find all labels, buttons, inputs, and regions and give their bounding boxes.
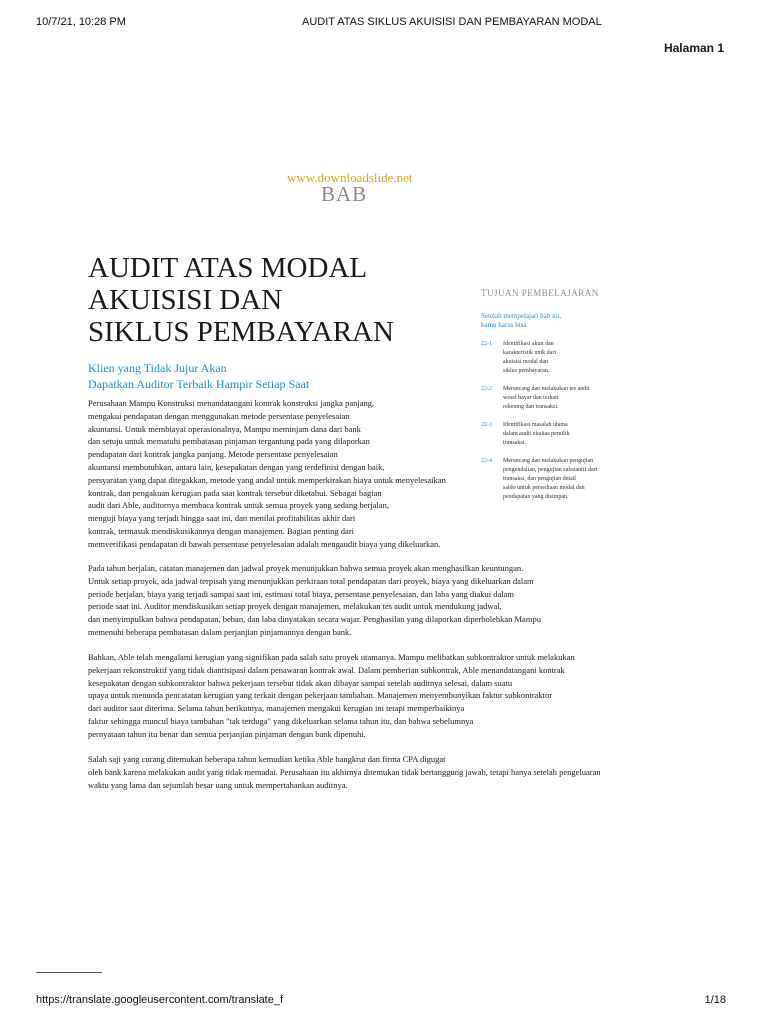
body-paragraph — [88, 562, 728, 639]
page-label: Halaman 1 — [663, 41, 724, 55]
paragraph-line: pekerjaan rekonstruktif yang tidak diantisipasi dalam penawaran kontrak awal. Dalam pemberian subkontrak, Able menandatangani kontrak — [88, 664, 565, 675]
objective-line: rekening dan transaksi. — [503, 404, 559, 410]
chapter-title-line: AUDIT ATAS MODAL — [88, 252, 368, 284]
paragraph-line: periode berjalan, biaya yang terjadi sampai saat ini, estimasi total biaya, persentase penyelesaian, dan laba yang diakui dalam — [88, 588, 515, 599]
objective-line: Merancang dan melakukan tes audit — [503, 386, 590, 392]
paragraph-line: pendapatan dari kontrak jangka panjang. Metode persentase penyelesaian — [88, 449, 338, 460]
paragraph-line: audit dari Able, auditornya membaca kontrak untuk semua proyek yang sedang berjalan, — [88, 500, 389, 511]
chapter-title-line: SIKLUS PEMBAYARAN — [88, 316, 394, 348]
paragraph-line: upaya untuk menunda pencatatan kerugian yang terkait dengan pekerjaan tambahan. Manajemen menyembunyikan faktur subkontraktor — [88, 690, 553, 701]
chapter-title — [88, 252, 448, 348]
objective-line: pengendalian, pengujian substantif dari — [503, 467, 598, 473]
body-paragraph — [88, 753, 728, 791]
paragraph-line: mengakui pendapatan dengan menggunakan metode persentase penyelesaian — [88, 410, 350, 421]
objective-line: akuisisi modal dan — [503, 359, 548, 365]
chapter-bab-label: BAB — [321, 182, 368, 206]
print-datetime: 10/7/21, 10:28 PM — [36, 16, 126, 28]
objective-number: 22-2 — [481, 386, 492, 392]
paragraph-line: menguji biaya yang terjadi hingga saat ini, dan menilai profitabilitas akhir dari — [88, 513, 356, 524]
chapter-title-line: AKUISISI DAN — [88, 284, 283, 316]
objective-line: siklus pembayaran. — [503, 368, 550, 374]
paragraph-line: akuntansi membutuhkan, antara lain, kesepakatan dengan yang terdefinisi dengan baik, — [88, 461, 385, 472]
objective-line: Identifikasi akun dan — [503, 341, 554, 347]
subtitle-line: Dapatkan Auditor Terbaik Hampir Setiap Saat — [88, 377, 310, 391]
learning-objectives-heading: TUJUAN PEMBELAJARAN — [481, 288, 599, 298]
objective-line: saldo untuk persediaan modal dan — [503, 485, 585, 491]
paragraph-line: Salah saji yang curang ditemukan beberapa tahun kemudian ketika Able bangkrut dan firma CPA digugat — [88, 754, 446, 764]
paragraph-line: kesepakatan dengan subkontraktor bahwa pekerjaan tersebut tidak akan dibayar sampai setelah auditnya selesai, dalam suatu — [88, 677, 513, 688]
learning-objectives-intro — [481, 312, 641, 330]
intro-line: Setelah mempelajari bab ini, — [481, 312, 562, 320]
paragraph-line: Bahkan, Able telah mengalami kerugian yang signifikan pada salah satu proyek utamanya. Mampu melibatkan subkontraktor untuk melakukan — [88, 652, 575, 662]
print-document-title: AUDIT ATAS SIKLUS AKUISISI DAN PEMBAYARAN MODAL — [302, 16, 602, 28]
objective-line: Merancang dan melakukan pengujian — [503, 458, 594, 464]
footer-url-link[interactable]: https://translate.googleusercontent.com/translate_f — [36, 994, 284, 1006]
paragraph-line: memverifikasi pendapatan di bawah persentase penyelesaian adalah mengaudit biaya yang dikeluarkan. — [88, 538, 441, 549]
paragraph-line: dari auditor saat diterima. Selama tahun berikutnya, manajemen mengakui kerugian ini tetapi memperbaikinya — [88, 703, 465, 714]
paragraph-line: akuntansi. Untuk membiayai operasionalnya, Mampu meminjam dana dari bank — [88, 423, 361, 434]
paragraph-line: persyaratan yang dapat ditegakkan, metode yang andal untuk memperkirakan biaya untuk menyelesaikan — [88, 474, 446, 485]
objective-line: pendapatan yang disimpan. — [503, 494, 569, 500]
objective-number: 22-1 — [481, 341, 492, 347]
paragraph-line: kontrak, termasuk mendiskusikannya dengan manajemen. Bagian penting dari — [88, 525, 355, 536]
objective-line: karakteristik unik dari — [503, 350, 556, 356]
objective-number: 22-3 — [481, 422, 492, 428]
paragraph-line: faktur sehingga muncul biaya tambahan "tak terduga" yang dikeluarkan selama tahun itu, dan bahwa sebelumnya — [88, 715, 474, 726]
paragraph-line: periode saat ini. Auditor mendiskusikan setiap proyek dengan manajemen, melakukan tes audit untuk mendukung jadwal, — [88, 601, 502, 612]
paragraph-line: Pada tahun berjalan, catatan manajemen dan jadwal proyek menunjukkan bahwa semua proyek akan menghasilkan keuntungan. — [88, 563, 524, 573]
footnote-divider — [36, 972, 102, 973]
paragraph-line: Untuk setiap proyek, ada jadwal terpisah yang menunjukkan perkiraan total pendapatan dari proyek, biaya yang dikeluarkan dalam — [88, 575, 534, 586]
subtitle-line: Klien yang Tidak Jujur Akan — [88, 361, 227, 375]
paragraph-line: kontrak, dan pengakuan kerugian pada saat kontrak tersebut diketahui. Sebagai bagian — [88, 487, 382, 498]
page-number: 1/18 — [704, 994, 726, 1006]
objective-number: 22-4 — [481, 458, 492, 464]
chapter-subtitle — [88, 360, 309, 392]
watermark-link[interactable]: www.downloadslide.net — [287, 170, 413, 185]
objective-line: wesel bayar dan terkait — [503, 395, 559, 401]
paragraph-line: dan setuju untuk mematuhi pembatasan pinjaman tergantung pada yang dilaporkan — [88, 436, 370, 447]
paragraph-line: Perusahaan Mampu Konstruksi menandatangani kontrak konstruksi jangka panjang, — [88, 398, 375, 408]
objective-line: transaksi. — [503, 440, 526, 446]
objective-line: Identifikasi masalah utama — [503, 422, 568, 428]
paragraph-line: dan menyimpulkan bahwa pendapatan, beban, dan laba dinyatakan secara wajar. Penghasilan yang dilaporkan diperbolehkan Mampu — [88, 614, 541, 625]
objective-line: dalam audit ekuitas pemilik — [503, 431, 570, 437]
paragraph-line: memenuhi beberapa pembatasan dalam perjanjian pinjamannya dengan bank. — [88, 626, 352, 637]
paragraph-line: oleh bank karena melakukan audit yang tidak memadai. Perusahaan itu akhirnya ditemukan tidak bertanggung jawab, tetapi hanya setelah pengeluaran — [88, 766, 601, 777]
body-paragraph — [88, 397, 728, 551]
body-paragraph — [88, 651, 728, 741]
intro-line: kamu harus bisa — [481, 321, 527, 329]
paragraph-line: waktu yang lama dan sejumlah besar uang untuk mempertahankan auditnya. — [88, 779, 348, 790]
objective-line: transaksi, dan pengujian detail — [503, 476, 576, 482]
objective-item — [481, 340, 641, 376]
paragraph-line: pernyataan tahun itu benar dan semua perjanjian pinjaman dengan bank dipenuhi. — [88, 728, 366, 739]
